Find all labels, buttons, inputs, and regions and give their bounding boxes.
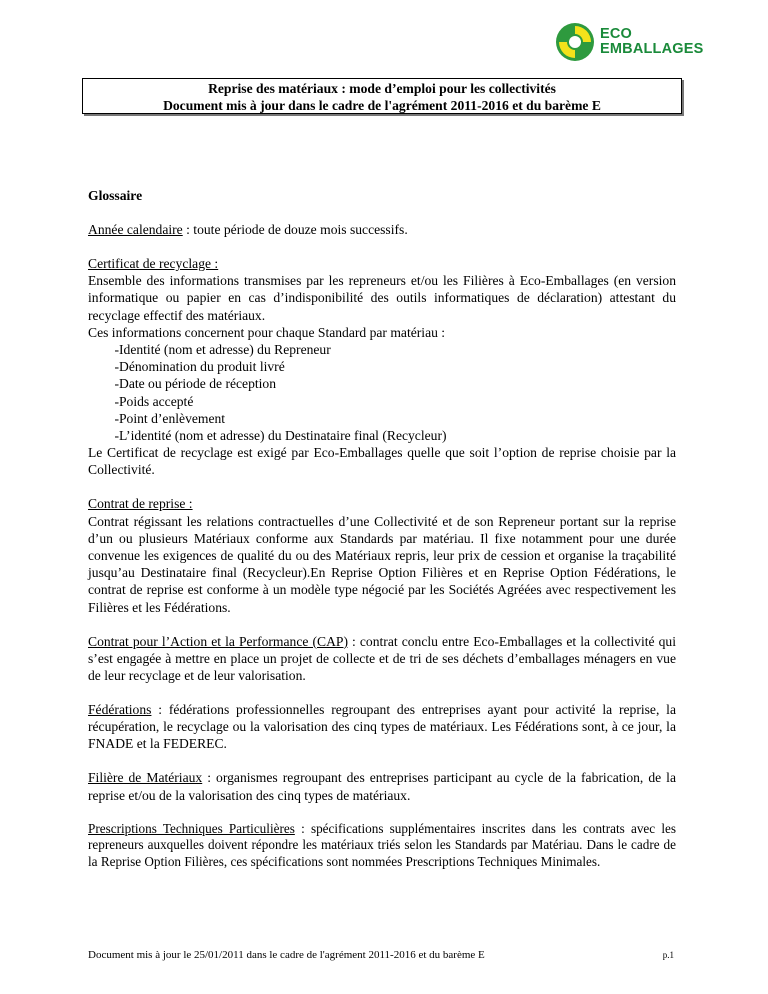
logo-line2: EMBALLAGES: [600, 41, 704, 57]
list-item: - Identité (nom et adresse) du Repreneur: [114, 342, 331, 358]
entry-cap: [88, 633, 676, 685]
term-federations: Fédérations: [88, 702, 152, 718]
def-contrat: Contrat régissant les relations contractuelles d’une Collectivité et de son Repreneur portant sur la reprise d’un ou plusieurs Matériaux conforme aux Standards par matériau. Il fixe notamment pour une durée convenue les exigences de qualité du ou des Matériaux repris, leur prix de cession et organise la traçabilité jusqu’au Destinataire final (Recycleur).En Reprise Option Filières et en Reprise Option Fédérations, le contrat de reprise est conforme à un modèle type négocié par les Sociétés Agréées avec respectivement les Filières et les Fédérations.: [88, 513, 676, 615]
section-heading: Glossaire: [88, 188, 143, 203]
logo-line1: ECO: [600, 26, 633, 42]
title-line2: Document mis à jour dans le cadre de l'agrément 2011-2016 et du barème E: [163, 97, 601, 113]
def-federations: : fédérations professionnelles regroupant des entreprises ayant pour activité la reprise, la récupération, le recyclage ou la valorisation des cinq types de matériaux. Les Fédérations sont, à ce jour, la FNADE et la FEDEREC.: [88, 702, 676, 752]
entry-annee: [88, 221, 676, 238]
def-certificat-p3: Le Certificat de recyclage est exigé par Eco-Emballages quelle que soit l’option de reprise choisie par la Collectivité.: [88, 445, 676, 478]
footer-text: Document mis à jour le 25/01/2011 dans le cadre de l'agrément 2011-2016 et du barème E: [88, 949, 485, 961]
def-prescriptions: : spécifications supplémentaires inscrites dans les contrats avec les repreneurs auxquelles doivent répondre les matériaux triés selon les Standards par Matériau. Dans le cadre de la Reprise Option Filières, ces spécifications sont nommées Prescriptions Techniques Minimales.: [88, 820, 676, 869]
term-filiere: Filière de Matériaux: [88, 770, 203, 786]
entry-prescriptions: [88, 821, 676, 871]
list-item: - Date ou période de réception: [114, 376, 277, 392]
def-cap: : contrat conclu entre Eco-Emballages et la collectivité qui s’est engagée à mettre en place un projet de collecte et de tri de ses déchets d’emballages ménagers en vue de leur recyclage et de leur valorisation.: [88, 633, 676, 684]
list-item: - Point d’enlèvement: [114, 410, 226, 426]
term-cap: Contrat pour l’Action et la Performance (CAP): [88, 633, 348, 649]
term-prescriptions: Prescriptions Techniques Particulières: [88, 820, 295, 836]
document-title-box: [82, 78, 682, 114]
term-annee: Année calendaire: [88, 222, 183, 237]
def-certificat-p2: Ces informations concernent pour chaque Standard par matériau :: [88, 324, 446, 340]
title-line1: Reprise des matériaux : mode d’emploi pour les collectivités: [208, 81, 556, 96]
recycling-logo-icon: [555, 22, 595, 62]
term-certificat: Certificat de recyclage :: [88, 256, 219, 271]
logo-wordmark: [600, 27, 704, 57]
certificat-list: [88, 341, 676, 444]
list-item: - L’identité (nom et adresse) du Destinataire final (Recycleur): [114, 428, 447, 444]
entry-filiere: [88, 769, 676, 803]
entry-federations: [88, 701, 676, 753]
def-annee: : toute période de douze mois successifs.: [182, 222, 408, 237]
term-contrat: Contrat de reprise :: [88, 496, 193, 512]
list-item: - Dénomination du produit livré: [114, 359, 285, 375]
page-number: p.1: [662, 950, 674, 960]
glossary-content: [88, 187, 676, 870]
list-item: - Poids accepté: [114, 393, 194, 409]
eco-emballages-logo: [555, 22, 704, 62]
def-filiere: : organismes regroupant des entreprises participant au cycle de la fabrication, de la reprise et/ou de la valorisation des cinq types de matériaux.: [88, 770, 676, 803]
def-certificat-p1: Ensemble des informations transmises par les repreneurs et/ou les Filières à Eco-Emballages (en version informatique ou papier en cas d’indisponibilité des outils informatiques de déclaration) attestant du recyclage effectif des matériaux.: [88, 273, 676, 323]
